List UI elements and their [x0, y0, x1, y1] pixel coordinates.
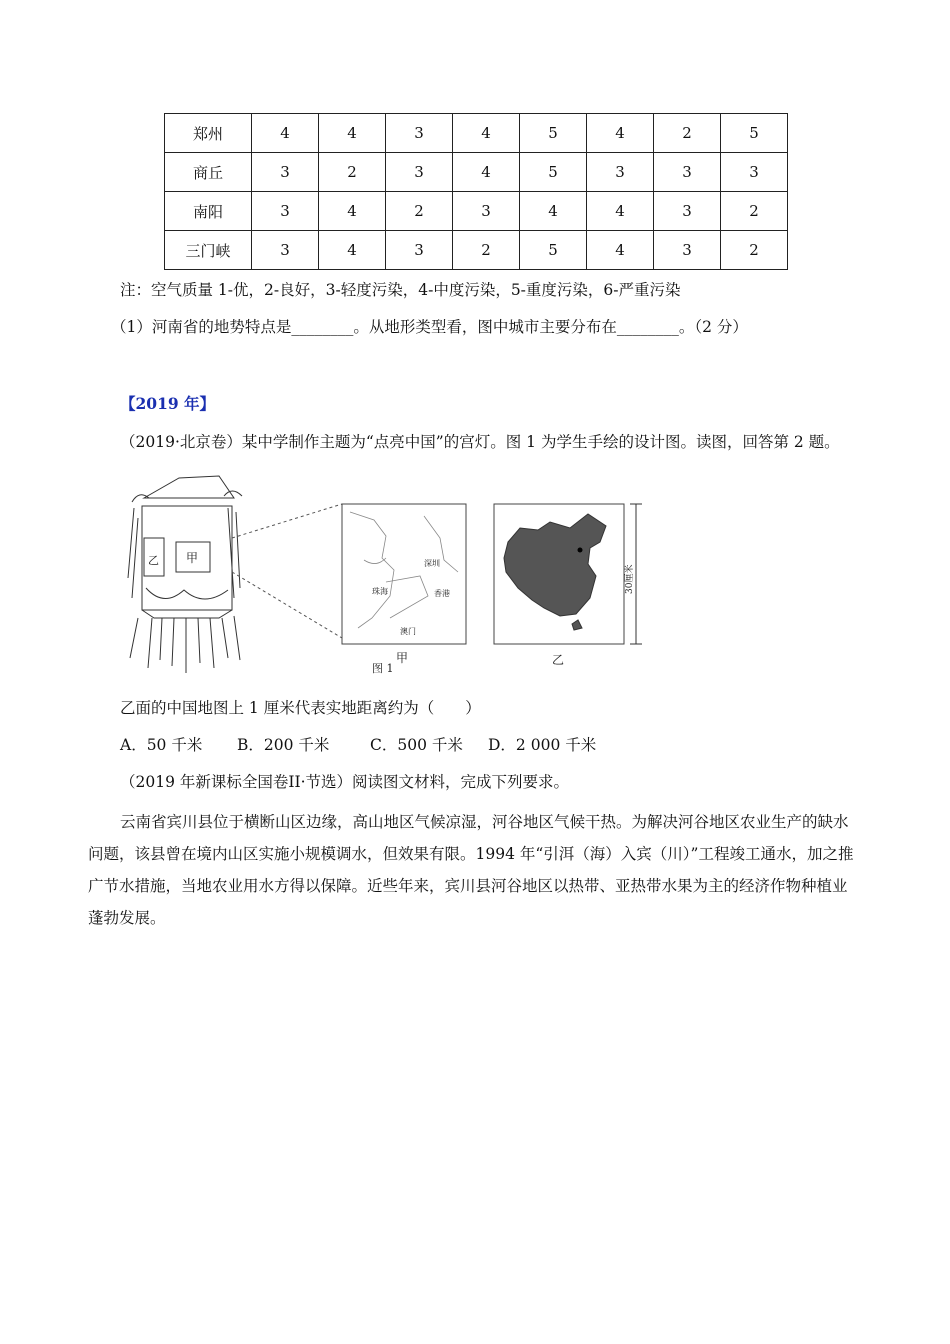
palace-lantern-drawing [128, 476, 242, 673]
option-b: B．200 千米 [237, 736, 330, 754]
figure-caption: 图 1 [372, 662, 394, 675]
value-cell: 2 [319, 153, 386, 192]
value-cell: 4 [319, 114, 386, 153]
value-cell: 3 [654, 192, 721, 231]
source-2: （2019 年新课标全国卷II·节选）阅读图文材料，完成下列要求。 [120, 773, 570, 791]
value-cell: 3 [654, 231, 721, 270]
label-shenzhen: 深圳 [424, 559, 440, 568]
option-d: D．2 000 千米 [488, 736, 597, 754]
value-cell: 4 [587, 231, 654, 270]
value-cell: 3 [386, 114, 453, 153]
value-cell: 4 [587, 192, 654, 231]
value-cell: 2 [453, 231, 520, 270]
panel-jia-frame [342, 504, 466, 644]
value-cell: 2 [654, 114, 721, 153]
city-cell: 商丘 [165, 153, 252, 192]
value-cell: 4 [252, 114, 319, 153]
connector-top [232, 504, 342, 538]
value-cell: 5 [721, 114, 788, 153]
table-row [165, 114, 788, 153]
value-cell: 5 [520, 231, 587, 270]
question-1: （1）河南省的地势特点是________。从地形类型看，图中城市主要分布在________。（2 分） [111, 318, 748, 336]
table-row [165, 192, 788, 231]
option-a: A．50 千米 [120, 736, 203, 754]
beijing-dot [578, 548, 583, 553]
value-cell: 3 [386, 153, 453, 192]
year-header: 【2019 年】 [120, 394, 216, 413]
value-cell: 3 [252, 192, 319, 231]
value-cell: 4 [453, 114, 520, 153]
city-cell: 南阳 [165, 192, 252, 231]
value-cell: 3 [252, 231, 319, 270]
table-row [165, 231, 788, 270]
value-cell: 2 [386, 192, 453, 231]
question-2: 乙面的中国地图上 1 厘米代表实地距离约为（ ） [120, 699, 481, 717]
value-cell: 3 [587, 153, 654, 192]
lantern-label-yi: 乙 [148, 554, 159, 567]
value-cell: 2 [721, 231, 788, 270]
panel-yi-title: 乙 [552, 653, 565, 667]
label-macau: 澳门 [400, 627, 416, 636]
value-cell: 3 [252, 153, 319, 192]
lantern-label-jia: 甲 [186, 551, 199, 565]
city-cell: 三门峡 [165, 231, 252, 270]
table-row [165, 153, 788, 192]
dimension-label: 30厘米 [625, 564, 635, 594]
figure-1 [124, 468, 644, 680]
value-cell: 3 [386, 231, 453, 270]
label-zhuhai: 珠海 [372, 587, 388, 596]
connector-bottom [232, 572, 342, 638]
air-quality-table [164, 113, 788, 270]
value-cell: 4 [453, 153, 520, 192]
option-c: C．500 千米 [370, 736, 463, 754]
value-cell: 4 [587, 114, 654, 153]
value-cell: 4 [319, 231, 386, 270]
value-cell: 4 [520, 192, 587, 231]
label-hongkong: 香港 [434, 589, 450, 598]
table-note: 注：空气质量 1-优，2-良好，3-轻度污染，4-中度污染，5-重度污染，6-严重污染 [120, 281, 681, 299]
value-cell: 3 [654, 153, 721, 192]
value-cell: 3 [721, 153, 788, 192]
value-cell: 5 [520, 153, 587, 192]
city-cell: 郑州 [165, 114, 252, 153]
value-cell: 4 [319, 192, 386, 231]
value-cell: 3 [453, 192, 520, 231]
material-paragraph: 云南省宾川县位于横断山区边缘，高山地区气候凉湿，河谷地区气候干热。为解决河谷地区农业生产的缺水问题，该县曾在境内山区实施小规模调水，但效果有限。1994 年“引洱（海）入宾（川）”工程竣工通水，加之推广节水措施，当地农业用水方得以保障。近些年来，宾川县河谷地区以热带、亚热带水果为主的经济作物种植业蓬勃发展。 [88, 813, 854, 927]
value-cell: 5 [520, 114, 587, 153]
question-intro: （2019·北京卷）某中学制作主题为“点亮中国”的宫灯。图 1 为学生手绘的设计图。读图，回答第 2 题。 [120, 433, 840, 451]
value-cell: 2 [721, 192, 788, 231]
panel-jia-title: 甲 [396, 651, 409, 665]
